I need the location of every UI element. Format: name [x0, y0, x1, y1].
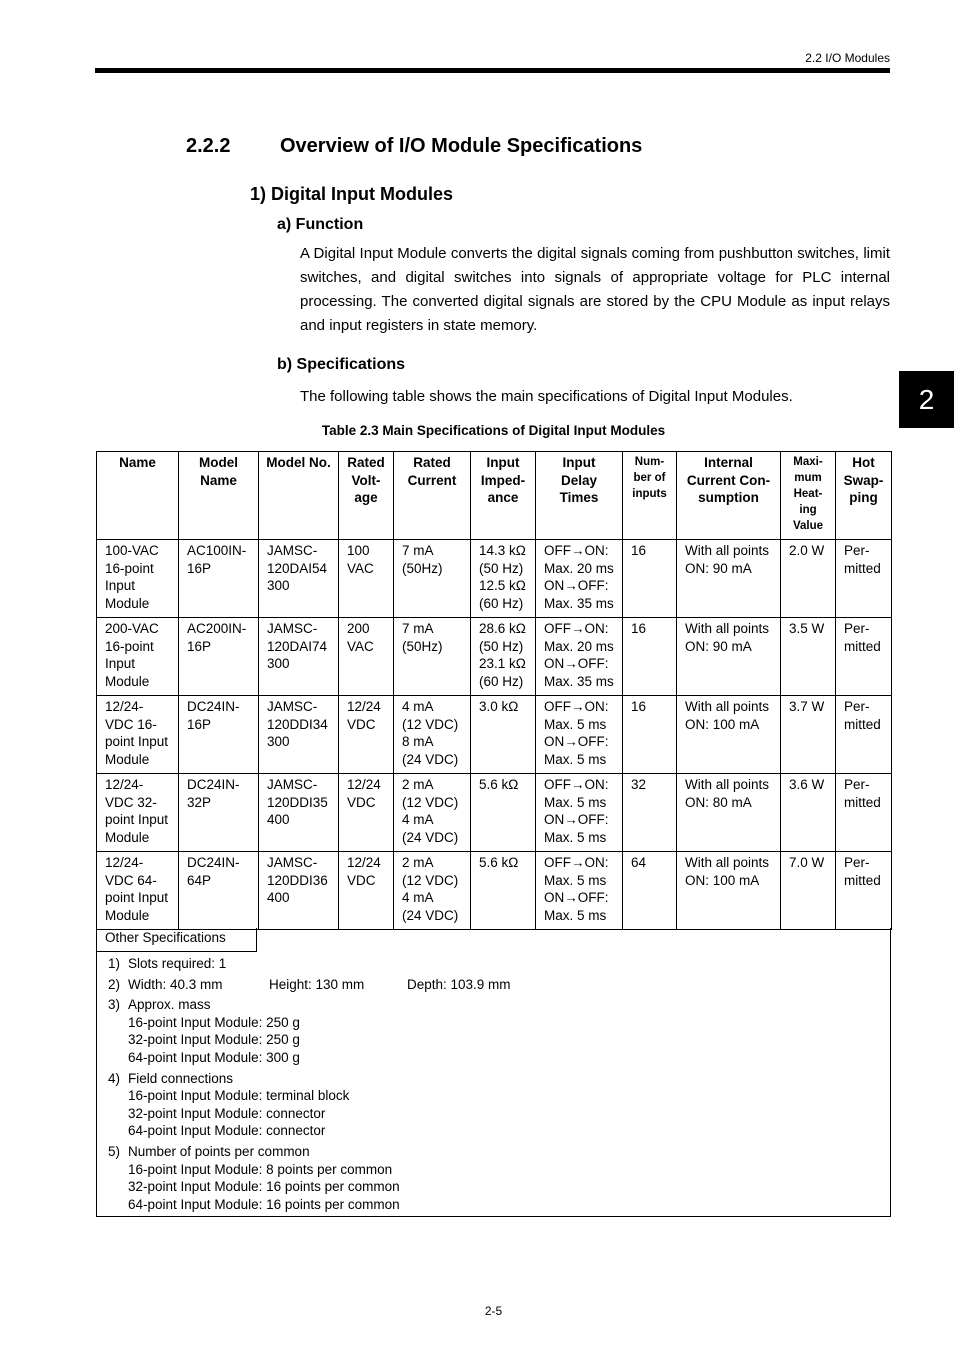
- cell-line: VAC: [347, 638, 374, 654]
- cell-line: 12/24: [347, 699, 381, 714]
- table-cell: [836, 540, 892, 618]
- cell-line: ON→OFF:: [544, 734, 609, 750]
- col-header-line: sumption: [698, 490, 759, 506]
- cell-line: 16P: [187, 560, 212, 576]
- cell-line: point Input: [105, 734, 169, 750]
- cell-line: VDC 16-: [105, 716, 157, 732]
- table-cell: [836, 696, 892, 774]
- cell-line: Module: [105, 751, 150, 767]
- cell-line: 16-point: [105, 638, 154, 654]
- cell-line: JAMSC-: [267, 777, 318, 792]
- section-heading: [186, 135, 642, 158]
- table-cell: [471, 618, 536, 696]
- col-header: [179, 452, 259, 540]
- table-cell: [179, 852, 259, 930]
- cell-line: VDC: [347, 716, 376, 732]
- cell-line: 120DDI34: [267, 716, 328, 732]
- cell-line: (50 Hz): [479, 638, 524, 654]
- cell-line: mitted: [844, 872, 881, 888]
- cell-line: DC24IN-: [187, 699, 240, 714]
- cell-line: 120DDI35: [267, 794, 328, 810]
- cell-line: Per-: [844, 777, 870, 792]
- table-cell: [97, 696, 179, 774]
- table-cell: [471, 540, 536, 618]
- table-row: [97, 774, 892, 852]
- cell-line: Max. 5 ms: [544, 872, 607, 888]
- cell-line: 2 mA: [402, 855, 434, 870]
- section-number: 2.2.2: [186, 135, 231, 157]
- item-subline: 64-point Input Module: 16 points per common: [128, 1196, 400, 1212]
- cell-line: 16P: [187, 716, 212, 732]
- cell-line: 12/24-: [105, 699, 144, 714]
- cell-line: 400: [267, 890, 290, 906]
- cell-line: 3.6 W: [789, 777, 825, 792]
- cell-line: ON→OFF:: [544, 656, 609, 672]
- cell-line: 5.6 kΩ: [479, 855, 519, 870]
- other-spec-item: [108, 1070, 557, 1140]
- running-header: 2.2 I/O Modules: [805, 51, 890, 65]
- table-cell: [97, 540, 179, 618]
- other-specifications-label: Other Specifications: [96, 928, 257, 952]
- function-heading: a) Function: [277, 216, 364, 233]
- cell-line: 120DDI36: [267, 872, 328, 888]
- cell-line: OFF→ON:: [544, 855, 609, 870]
- dimension-value: Depth: 103.9 mm: [407, 976, 511, 992]
- cell-line: (24 VDC): [402, 829, 459, 845]
- table-cell: [536, 852, 623, 930]
- cell-line: OFF→ON:: [544, 777, 609, 792]
- other-spec-item: [108, 996, 557, 1066]
- cell-line: 400: [267, 812, 290, 828]
- table-row: [97, 618, 892, 696]
- cell-line: 16: [631, 621, 647, 636]
- cell-line: VAC: [347, 560, 374, 576]
- table-cell: [623, 696, 677, 774]
- table-cell: [623, 852, 677, 930]
- cell-line: 8 mA: [402, 734, 434, 750]
- cell-line: OFF→ON:: [544, 621, 609, 636]
- table-cell: [836, 852, 892, 930]
- cell-line: 32: [631, 777, 647, 792]
- cell-line: AC200IN-: [187, 621, 247, 636]
- other-spec-item: [108, 955, 557, 973]
- cell-line: JAMSC-: [267, 621, 318, 636]
- section-title: Overview of I/O Module Specifications: [280, 135, 643, 157]
- table-cell: [677, 696, 781, 774]
- cell-line: ON: 100 mA: [685, 872, 760, 888]
- table-cell: [781, 618, 836, 696]
- cell-line: 300: [267, 734, 290, 750]
- cell-line: Module: [105, 595, 150, 611]
- function-paragraph: A Digital Input Module converts the digital signals coming from pushbutton switches, limit switches, and digital switches into signals of appropriate voltage for PLC internal processing. The converted digital signals are stored by the CPU Module as input relays and input registers in state memory.: [300, 245, 890, 334]
- col-header-line: Hot: [852, 455, 875, 470]
- cell-line: Per-: [844, 855, 870, 870]
- dimension-value: Width: 40.3 mm: [128, 976, 223, 992]
- col-header-line: ping: [849, 490, 878, 506]
- cell-line: point Input: [105, 812, 169, 828]
- cell-line: 4 mA: [402, 812, 434, 828]
- item-subline: 16-point Input Module: 250 g: [128, 1014, 300, 1030]
- table-cell: [394, 852, 471, 930]
- table-cell: [394, 540, 471, 618]
- cell-line: VDC 64-: [105, 872, 157, 888]
- table-cell: [339, 618, 394, 696]
- col-header: [677, 452, 781, 540]
- cell-line: With all points: [685, 777, 770, 792]
- table-cell: [781, 696, 836, 774]
- cell-line: With all points: [685, 543, 770, 558]
- cell-line: 200-VAC: [105, 621, 159, 636]
- table-cell: [536, 696, 623, 774]
- cell-line: Per-: [844, 543, 870, 558]
- cell-line: 16: [631, 699, 647, 714]
- col-header-line: Input: [562, 455, 596, 470]
- cell-line: OFF→ON:: [544, 543, 609, 558]
- cell-line: 120DAI54: [267, 560, 328, 576]
- cell-line: DC24IN-: [187, 855, 240, 870]
- table-cell: [179, 540, 259, 618]
- cell-line: (12 VDC): [402, 794, 459, 810]
- cell-line: 16: [631, 543, 647, 558]
- col-header: [471, 452, 536, 540]
- table-cell: [623, 618, 677, 696]
- table-cell: [97, 852, 179, 930]
- col-header-line: Delay: [560, 472, 598, 488]
- cell-line: Per-: [844, 621, 870, 636]
- cell-line: OFF→ON:: [544, 699, 609, 714]
- col-header: [259, 452, 339, 540]
- item-text: Number of points per common: [128, 1143, 310, 1159]
- cell-line: AC100IN-: [187, 543, 247, 558]
- cell-line: 3.0 kΩ: [479, 699, 519, 714]
- table-cell: [536, 774, 623, 852]
- spec-table: [96, 451, 892, 930]
- cell-line: With all points: [685, 855, 770, 870]
- cell-line: ON: 90 mA: [685, 638, 752, 654]
- cell-line: With all points: [685, 621, 770, 636]
- cell-line: ON: 100 mA: [685, 716, 760, 732]
- cell-line: With all points: [685, 699, 770, 714]
- table-cell: [471, 696, 536, 774]
- table-cell: [179, 618, 259, 696]
- table-cell: [394, 774, 471, 852]
- item-subline: 16-point Input Module: 8 points per common: [128, 1161, 393, 1177]
- cell-line: Module: [105, 673, 150, 689]
- cell-line: ON→OFF:: [544, 578, 609, 594]
- cell-line: (60 Hz): [479, 673, 524, 689]
- cell-line: Module: [105, 907, 150, 923]
- cell-line: 200: [347, 621, 370, 636]
- cell-line: Max. 5 ms: [544, 907, 607, 923]
- table-row: [97, 852, 892, 930]
- col-header-line: Internal: [704, 455, 753, 470]
- table-cell: [179, 696, 259, 774]
- col-header-line: age: [354, 490, 378, 506]
- col-header: [836, 452, 892, 540]
- item-subline: 64-point Input Module: connector: [128, 1123, 326, 1139]
- table-cell: [781, 540, 836, 618]
- cell-line: (12 VDC): [402, 872, 459, 888]
- table-cell: [471, 774, 536, 852]
- cell-line: Max. 20 ms: [544, 638, 614, 654]
- other-spec-item: [108, 1143, 557, 1213]
- table-cell: [259, 618, 339, 696]
- col-header-line: Name: [200, 472, 237, 488]
- item-subline: 32-point Input Module: connector: [128, 1105, 326, 1121]
- col-header-line: Maxi-: [793, 456, 823, 468]
- cell-line: (12 VDC): [402, 716, 459, 732]
- cell-line: (50Hz): [402, 638, 443, 654]
- table-cell: [97, 618, 179, 696]
- cell-line: 12/24: [347, 777, 381, 792]
- cell-line: ON→OFF:: [544, 812, 609, 828]
- cell-line: VDC 32-: [105, 794, 157, 810]
- cell-line: ON→OFF:: [544, 890, 609, 906]
- cell-line: (50 Hz): [479, 560, 524, 576]
- col-header-line: Heat-: [793, 488, 823, 500]
- col-header-line: Current Con-: [686, 472, 771, 488]
- cell-line: 7.0 W: [789, 855, 825, 870]
- table-cell: [623, 774, 677, 852]
- table-cell: [677, 618, 781, 696]
- table-cell: [836, 618, 892, 696]
- cell-line: 32P: [187, 794, 212, 810]
- cell-line: 5.6 kΩ: [479, 777, 519, 792]
- cell-line: 28.6 kΩ: [479, 621, 526, 636]
- cell-line: 64: [631, 855, 647, 870]
- cell-line: ON: 90 mA: [685, 560, 752, 576]
- col-header: [623, 452, 677, 540]
- cell-line: 12.5 kΩ: [479, 578, 526, 594]
- cell-line: mitted: [844, 716, 881, 732]
- cell-line: 2 mA: [402, 777, 434, 792]
- table-cell: [781, 852, 836, 930]
- item-subline: 32-point Input Module: 16 points per common: [128, 1179, 400, 1195]
- col-header-line: Num-: [634, 456, 665, 468]
- cell-line: Max. 5 ms: [544, 829, 607, 845]
- cell-line: 12/24: [347, 855, 381, 870]
- cell-line: VDC: [347, 794, 376, 810]
- col-header-line: Times: [559, 490, 599, 506]
- cell-line: (24 VDC): [402, 751, 459, 767]
- col-header: [781, 452, 836, 540]
- cell-line: Max. 5 ms: [544, 794, 607, 810]
- table-cell: [677, 540, 781, 618]
- cell-line: 4 mA: [402, 699, 434, 714]
- header-rule: [95, 68, 890, 73]
- table-cell: [394, 618, 471, 696]
- cell-line: DC24IN-: [187, 777, 240, 792]
- col-header-line: ber of: [633, 472, 666, 484]
- cell-line: ON: 80 mA: [685, 794, 752, 810]
- table-cell: [677, 852, 781, 930]
- cell-line: JAMSC-: [267, 699, 318, 714]
- table-cell: [394, 696, 471, 774]
- col-header-line: Rated: [347, 455, 385, 470]
- cell-line: 120DAI74: [267, 638, 328, 654]
- cell-line: (24 VDC): [402, 907, 459, 923]
- other-specifications-list: [108, 955, 557, 1216]
- cell-line: Module: [105, 829, 150, 845]
- table-cell: [179, 774, 259, 852]
- col-header-line: ing: [799, 504, 817, 516]
- col-header-line: inputs: [632, 488, 667, 500]
- col-header-line: Imped-: [480, 472, 526, 488]
- cell-line: 3.7 W: [789, 699, 825, 714]
- table-cell: [339, 696, 394, 774]
- item-number: 2): [108, 976, 121, 992]
- col-header: [339, 452, 394, 540]
- cell-line: 300: [267, 578, 290, 594]
- col-header-line: Value: [792, 520, 824, 532]
- cell-line: mitted: [844, 794, 881, 810]
- table-cell: [259, 540, 339, 618]
- col-header-line: Name: [119, 455, 156, 470]
- col-header-line: Volt-: [351, 472, 381, 488]
- cell-line: 4 mA: [402, 890, 434, 906]
- col-header-line: Model No.: [266, 455, 331, 470]
- table-row: [97, 696, 892, 774]
- table-cell: [97, 774, 179, 852]
- col-header: [536, 452, 623, 540]
- cell-line: 23.1 kΩ: [479, 656, 526, 672]
- cell-line: 12/24-: [105, 855, 144, 870]
- table-cell: [339, 540, 394, 618]
- table-row: [97, 540, 892, 618]
- table-cell: [536, 540, 623, 618]
- table-cell: [259, 696, 339, 774]
- cell-line: Per-: [844, 699, 870, 714]
- cell-line: Max. 5 ms: [544, 716, 607, 732]
- table-cell: [836, 774, 892, 852]
- cell-line: 14.3 kΩ: [479, 543, 526, 558]
- col-header-line: Rated: [413, 455, 451, 470]
- col-header-line: Input: [486, 455, 520, 470]
- cell-line: 16P: [187, 638, 212, 654]
- cell-line: 16-point: [105, 560, 154, 576]
- cell-line: JAMSC-: [267, 543, 318, 558]
- table-cell: [781, 774, 836, 852]
- specifications-intro: The following table shows the main specifications of Digital Input Modules.: [300, 388, 793, 405]
- cell-line: Input: [105, 656, 136, 672]
- cell-line: 100: [347, 543, 370, 558]
- col-header-line: Current: [407, 472, 457, 488]
- cell-line: 2.0 W: [789, 543, 825, 558]
- table-header-row: [97, 452, 892, 540]
- table-cell: [471, 852, 536, 930]
- page-number: 2-5: [484, 1304, 503, 1318]
- cell-line: (60 Hz): [479, 595, 524, 611]
- subsection-heading: 1) Digital Input Modules: [250, 184, 453, 204]
- cell-line: 12/24-: [105, 777, 144, 792]
- cell-line: 64P: [187, 872, 212, 888]
- item-text: Field connections: [128, 1070, 234, 1086]
- cell-line: VDC: [347, 872, 376, 888]
- cell-line: mitted: [844, 560, 881, 576]
- item-number: 3): [108, 997, 121, 1013]
- cell-line: 100-VAC: [105, 543, 159, 558]
- cell-line: 300: [267, 656, 290, 672]
- table-caption: Table 2.3 Main Specifications of Digital Input Modules: [321, 423, 666, 438]
- item-text: Approx. mass: [128, 997, 211, 1013]
- chapter-tab-marker: 2: [899, 371, 954, 428]
- item-subline: 16-point Input Module: terminal block: [128, 1088, 350, 1104]
- cell-line: 3.5 W: [789, 621, 825, 636]
- col-header-line: mum: [794, 472, 822, 484]
- cell-line: mitted: [844, 638, 881, 654]
- col-header-line: Swap-: [843, 472, 884, 488]
- specifications-heading: b) Specifications: [277, 356, 406, 373]
- table-cell: [623, 540, 677, 618]
- cell-line: Max. 35 ms: [544, 595, 614, 611]
- item-number: 5): [108, 1143, 121, 1159]
- item-number: 4): [108, 1070, 121, 1086]
- cell-line: 7 mA: [402, 621, 434, 636]
- cell-line: (50Hz): [402, 560, 443, 576]
- cell-line: point Input: [105, 890, 169, 906]
- table-cell: [536, 618, 623, 696]
- table-cell: [677, 774, 781, 852]
- table-cell: [339, 852, 394, 930]
- item-subline: 64-point Input Module: 300 g: [128, 1049, 300, 1065]
- cell-line: Max. 5 ms: [544, 751, 607, 767]
- item-number: 1): [108, 956, 121, 971]
- col-header-line: Model: [199, 455, 238, 470]
- col-header-line: ance: [487, 490, 519, 506]
- table-cell: [259, 774, 339, 852]
- col-header: [394, 452, 471, 540]
- cell-line: Max. 35 ms: [544, 673, 614, 689]
- cell-line: Max. 20 ms: [544, 560, 614, 576]
- table-cell: [339, 774, 394, 852]
- cell-line: JAMSC-: [267, 855, 318, 870]
- col-header: [97, 452, 179, 540]
- item-subline: 32-point Input Module: 250 g: [128, 1032, 300, 1048]
- dimension-value: Height: 130 mm: [269, 976, 365, 992]
- cell-line: Input: [105, 578, 136, 594]
- table-cell: [259, 852, 339, 930]
- other-spec-item: [108, 976, 557, 994]
- cell-line: 7 mA: [402, 543, 434, 558]
- item-text: Slots required: 1: [128, 956, 227, 971]
